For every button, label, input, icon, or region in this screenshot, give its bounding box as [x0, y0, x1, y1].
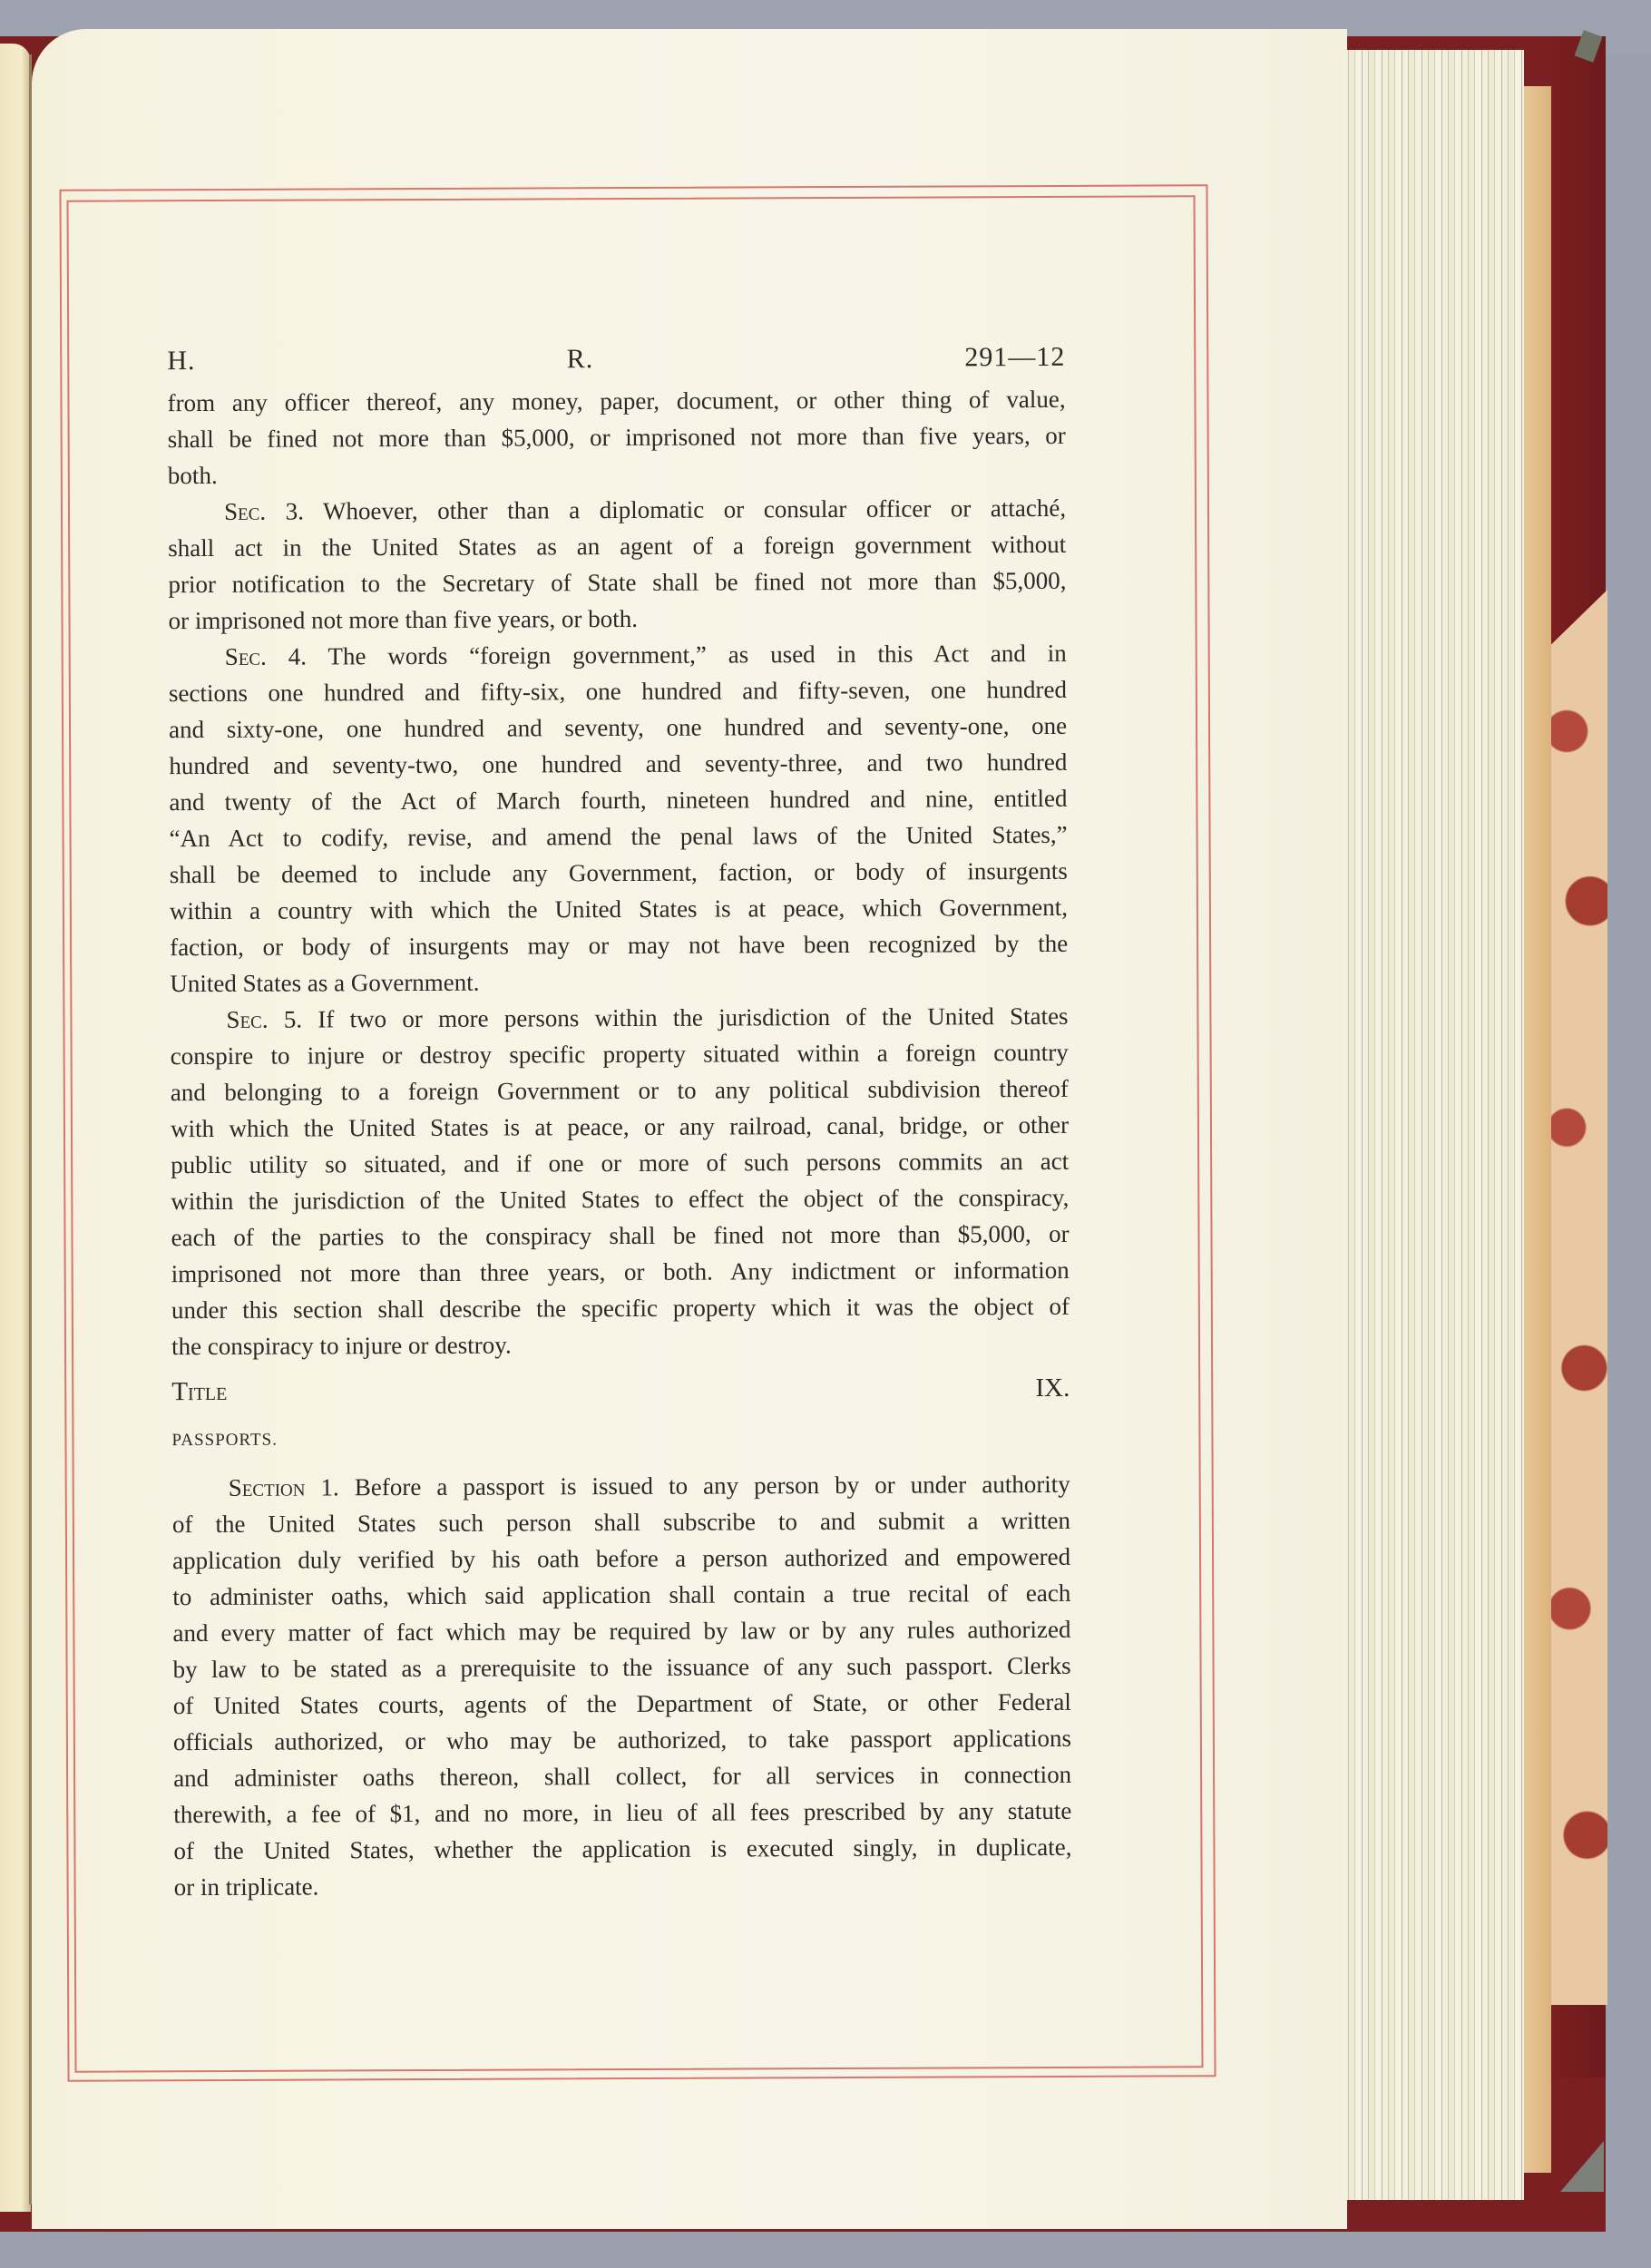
- text-line: to administer oaths, which said application shall contain a true recital of each: [172, 1579, 1071, 1611]
- page-text: [167, 334, 1072, 1905]
- text-line: imprisoned not more than three years, or both. Any indictment or information: [171, 1256, 1070, 1288]
- section-5-first-line: [170, 998, 1068, 1038]
- text-line: of the United States, whether the application is executed singly, in duplicate,: [173, 1833, 1072, 1865]
- endpaper-edge: [1522, 86, 1551, 2173]
- text-line: hundred and seventy-two, one hundred and seventy-three, and two hundred: [169, 748, 1068, 780]
- text-line: officials authorized, or who may be authorized, to take passport applications: [172, 1724, 1072, 1756]
- text-line: the conspiracy to injure or destroy.: [171, 1331, 512, 1361]
- text-line: shall be fined not more than $5,000, or imprisoned not more than five years, or: [167, 421, 1066, 454]
- section-label: Sec. 4.: [224, 642, 308, 670]
- text-line: and administer oaths thereon, shall collect, for all services in connection: [173, 1760, 1072, 1793]
- text-line: “An Act to codify, revise, and amend the penal laws of the United States,”: [169, 820, 1068, 853]
- text-line: and belonging to a foreign Government or to any political subdivision thereof: [170, 1074, 1069, 1107]
- text-line: of the United States such person shall subscribe to and submit a written: [171, 1506, 1070, 1539]
- text-line: application duly verified by his oath before a person authorized and empowered: [172, 1542, 1071, 1575]
- text-line: public utility so situated, and if one or more of such persons commits an act: [171, 1147, 1070, 1179]
- title-heading: Title IX.: [171, 1373, 1070, 1407]
- section-3-first-line: [168, 490, 1066, 530]
- text-line: Whoever, other than a diplomatic or consular officer or attaché,: [322, 494, 1067, 525]
- page-stack-edges: [1343, 50, 1524, 2200]
- text-line: or imprisoned not more than five years, or both.: [168, 604, 639, 635]
- text-line: prior notification to the Secretary of State shall be fined not more than $5,000,: [168, 566, 1067, 599]
- section-label: Section 1.: [228, 1473, 339, 1501]
- text-line: each of the parties to the conspiracy shall be fined not more than $5,000, or: [171, 1219, 1070, 1252]
- text-line: from any officer thereof, any money, paper, document, or other thing of value,: [167, 385, 1066, 417]
- text-line: of United States courts, agents of the Department of State, or other Federal: [172, 1687, 1071, 1720]
- text-line: shall be deemed to include any Government, faction, or body of insurgents: [169, 856, 1068, 889]
- text-line: sections one hundred and fifty-six, one hundred and fifty-seven, one hundred: [168, 675, 1068, 708]
- section-4-first-line: [169, 635, 1067, 675]
- text-line: If two or more persons within the jurisdiction of the United States: [318, 1002, 1069, 1033]
- text-line: faction, or body of insurgents may or may not have been recognized by the: [170, 929, 1069, 962]
- text-line: and every matter of fact which may be required by law or by any rules authorized: [172, 1615, 1071, 1647]
- section-label: Sec. 5.: [226, 1005, 303, 1033]
- text-line: both.: [167, 461, 218, 490]
- text-line: and sixty-one, one hundred and seventy, one hundred and seventy-one, one: [169, 711, 1068, 744]
- text-line: with which the United States is at peace, or any railroad, canal, bridge, or other: [170, 1110, 1070, 1143]
- text-line: and twenty of the Act of March fourth, nineteen hundred and nine, entitled: [169, 784, 1068, 816]
- text-line: shall act in the United States as an agent of a foreign government without: [168, 530, 1067, 562]
- text-line: within a country with which the United States is at peace, which Government,: [169, 893, 1069, 925]
- section-1-first-line: [172, 1466, 1070, 1506]
- marbled-board: [1549, 590, 1607, 2005]
- section-label: Sec. 3.: [224, 497, 304, 525]
- left-page-edge: [0, 44, 31, 2212]
- title-subheading: PASSPORTS.: [171, 1430, 278, 1451]
- text-line: therewith, a fee of $1, and no more, in lieu of all fees prescribed by any statute: [173, 1796, 1072, 1829]
- text-line: within the jurisdiction of the United States to effect the object of the conspiracy,: [171, 1183, 1070, 1216]
- text-line: by law to be stated as a prerequisite to the issuance of any such passport. Clerks: [172, 1651, 1071, 1684]
- text-line: Before a passport is issued to any person by or under authority: [354, 1470, 1070, 1501]
- text-line: conspire to injure or destroy specific property situated within a foreign country: [170, 1038, 1069, 1070]
- text-line: United States as a Government.: [170, 968, 480, 998]
- text-line: under this section shall describe the specific property which it was the object of: [171, 1292, 1070, 1325]
- text-line: The words “foreign government,” as used in this Act and in: [327, 639, 1067, 670]
- text-line: or in triplicate.: [173, 1872, 319, 1901]
- page-header: H. R. 291—12: [167, 341, 1066, 376]
